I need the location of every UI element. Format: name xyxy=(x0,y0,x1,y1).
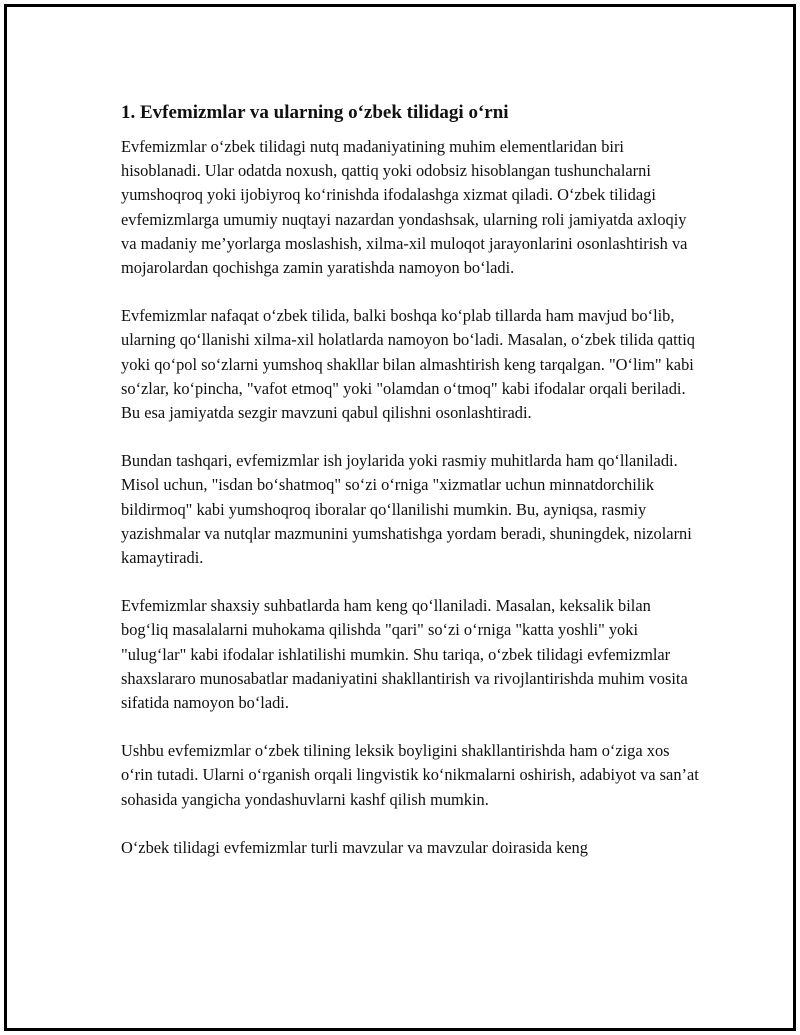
page-frame xyxy=(4,4,796,1031)
document-body xyxy=(121,99,701,884)
paragraph-6: O‘zbek tilidagi evfemizmlar turli mavzular va mavzular doirasida keng xyxy=(121,837,588,857)
paragraph-4: Evfemizmlar shaxsiy suhbatlarda ham keng qo‘llaniladi. Masalan, keksalik bilan bog‘liq masalalarni muhokama qilishda "qari" so‘zi o‘rniga "katta yoshli" yoki "ulug‘lar" kabi ifodalar ishlatilishi mumkin. Shu tariqa, o‘zbek tilidagi evfemizmlar shaxslararo munosabatlar madaniyatini shakllantirish va rivojlantirishda muhim vosita sifatida namoyon bo‘ladi. xyxy=(121,596,688,713)
section-heading: 1. Evfemizmlar va ularning o‘zbek tilidagi o‘rni xyxy=(121,102,509,123)
paragraph-3: Bundan tashqari, evfemizmlar ish joylarida yoki rasmiy muhitlarda ham qo‘llaniladi. Misol uchun, "isdan bo‘shatmoq" so‘zi o‘rniga "xizmatlar uchun minnatdorchilik bildirmoq" kabi yumshoqroq iboralar qo‘llanilishi mumkin. Bu, ayniqsa, rasmiy yazishmalar va nutqlar mazmunini yumshatishga yordam beradi, shuningdek, nizolarni kamaytiradi. xyxy=(121,451,692,568)
paragraph-5: Ushbu evfemizmlar o‘zbek tilining leksik boyligini shakllantirishda ham o‘ziga xos o‘rin tutadi. Ularni o‘rganish orqali lingvistik ko‘nikmalarni oshirish, adabiyot va san’at sohasida yangicha yondashuvlarni kashf qilish mumkin. xyxy=(121,741,699,809)
paragraph-2: Evfemizmlar nafaqat o‘zbek tilida, balki boshqa ko‘plab tillarda ham mavjud bo‘lib, ularning qo‘llanishi xilma-xil holatlarda namoyon bo‘ladi. Masalan, o‘zbek tilida qattiq yoki qo‘pol so‘zlarni yumshoq shakllar bilan almashtirish keng tarqalgan. "O‘lim" kabi so‘zlar, ko‘pincha, "vafot etmoq" yoki "olamdan o‘tmoq" kabi ifodalar orqali beriladi. Bu esa jamiyatda sezgir mavzuni qabul qilishni osonlashtiradi. xyxy=(121,306,695,423)
paragraph-1: Evfemizmlar o‘zbek tilidagi nutq madaniyatining muhim elementlaridan biri hisoblanadi. Ular odatda noxush, qattiq yoki odobsiz hisoblangan tushunchalarni yumshoqroq yoki ijobiyroq ko‘rinishda ifodalashga xizmat qiladi. O‘zbek tilidagi evfemizmlarga umumiy nuqtayi nazardan yondashsak, ularning roli jamiyatda axloqiy va madaniy me’yorlarga moslashish, xilma-xil muloqot jarayonlarini osonlashtirish va mojarolardan qochishga zamin yaratishda namoyon bo‘ladi. xyxy=(121,137,688,278)
